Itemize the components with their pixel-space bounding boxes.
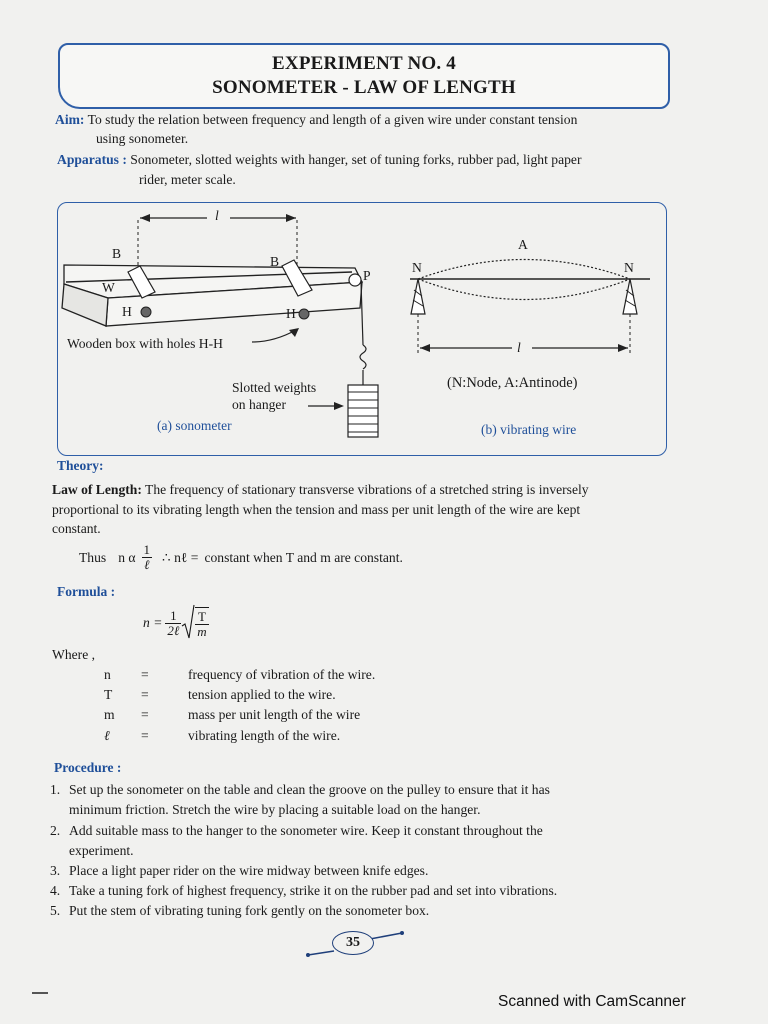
def-symbol: ℓ [104,728,110,743]
caption-vibrating-wire: (b) vibrating wire [481,422,577,437]
step-number: 3. [50,863,61,878]
step-number: 5. [50,903,61,918]
apparatus-label: Apparatus : [57,152,127,167]
antinode-label: A [518,237,528,252]
therefore-nl: ∴ nℓ = [162,549,199,565]
procedure-step [50,780,662,820]
root-fraction [195,607,208,639]
root-numerator: T [195,610,208,625]
def-symbol: m [104,707,115,722]
caption-sonometer: (a) sonometer [157,418,232,433]
step-number: 4. [50,883,61,898]
hole-label-right: H [286,306,296,321]
law-of-length-line1 [52,480,667,500]
def-equals: = [141,707,149,722]
formula-numerator: 1 [165,609,181,624]
frac-numerator: 1 [143,542,151,557]
root-denominator: m [197,624,207,639]
n-proportional: n α [118,549,136,565]
step-line-1: Take a tuning fork of highest frequency, strike it on the rubber pad and set into vibrations. [69,883,558,898]
vibrating-wire-diagram [410,260,650,356]
proportionality-equation [79,543,403,572]
aim-label: Aim: [55,112,85,127]
formula-equation [143,604,209,642]
step-line-2: experiment. [69,843,134,858]
step-line-1: Set up the sonometer on the table and clean the groove on the pulley to ensure that it has [69,782,550,797]
sonometer-diagram [62,214,378,437]
experiment-number: EXPERIMENT NO. 4 [272,53,456,74]
hole-label-left: H [122,304,132,319]
law-text-2: proportional to its vibrating length when the tension and mass per unit length of the wire are kept [52,502,581,517]
step-number: 1. [50,782,61,797]
length-label-b: l [517,340,521,355]
constant-text: constant when T and m are constant. [204,549,403,565]
apparatus-text-1: Sonometer, slotted weights with hanger, set of tuning forks, rubber pad, light paper [130,152,582,167]
def-description: frequency of vibration of the wire. [188,667,376,682]
length-label-a: l [215,208,219,223]
step-line-1: Put the stem of vibrating tuning fork gently on the sonometer box. [69,903,430,918]
node-label-left: N [412,260,422,275]
weights-label-2: on hanger [232,397,286,412]
aim-text-1: To study the relation between frequency and length of a given wire under constant tension [87,112,578,127]
experiment-title: SONOMETER - LAW OF LENGTH [212,77,516,98]
procedure-heading: Procedure : [54,760,122,775]
law-text-1: The frequency of stationary transverse vibrations of a stretched string is inversely [141,482,589,497]
apparatus-text-2: rider, meter scale. [139,172,236,187]
thus-label: Thus [79,549,107,565]
formula-fraction [165,609,181,638]
formula-lhs: n = [143,615,163,630]
formula-denominator: 2ℓ [167,622,180,638]
camscanner-watermark: Scanned with CamScanner [498,993,686,1010]
theory-heading: Theory: [57,458,104,473]
law-of-length-label: Law of Length: [52,482,142,497]
scan-mark [32,992,48,994]
step-line-2: minimum friction. Stretch the wire by placing a suitable load on the hanger. [69,802,481,817]
one-over-l-fraction [142,543,153,572]
step-number: 2. [50,823,61,838]
procedure-step [50,861,662,881]
frac-denominator: ℓ [144,557,150,572]
step-line-1: Add suitable mass to the hanger to the sonometer wire. Keep it constant throughout the [69,823,543,838]
def-description: mass per unit length of the wire [188,707,361,722]
law-text-3: constant. [52,521,101,536]
procedure-step [50,901,662,921]
def-equals: = [141,687,149,702]
def-description: vibrating length of the wire. [188,728,341,743]
procedure-step [50,881,662,901]
wire-label: W [102,280,115,295]
def-equals: = [141,667,149,682]
def-symbol: T [104,687,113,702]
procedure-step [50,821,662,861]
page-number: 35 [332,931,374,955]
bridge-label-right: B [270,254,280,269]
sqrt-sign-icon [181,604,195,642]
weights-label-1: Slotted weights [232,380,317,395]
bridge-label-left: B [112,246,122,261]
where-label: Where , [52,647,96,662]
node-label-right: N [624,260,634,275]
aim-text-2: using sonometer. [96,131,189,146]
step-line-1: Place a light paper rider on the wire midway between knife edges. [69,863,429,878]
def-symbol: n [104,667,111,682]
formula-heading: Formula : [57,584,116,599]
node-legend: (N:Node, A:Antinode) [447,375,578,391]
pulley-label: P [363,268,371,283]
def-equals: = [141,728,149,743]
wooden-box-label: Wooden box with holes H-H [67,336,223,351]
figure-drawings [0,0,768,470]
def-description: tension applied to the wire. [188,687,336,702]
